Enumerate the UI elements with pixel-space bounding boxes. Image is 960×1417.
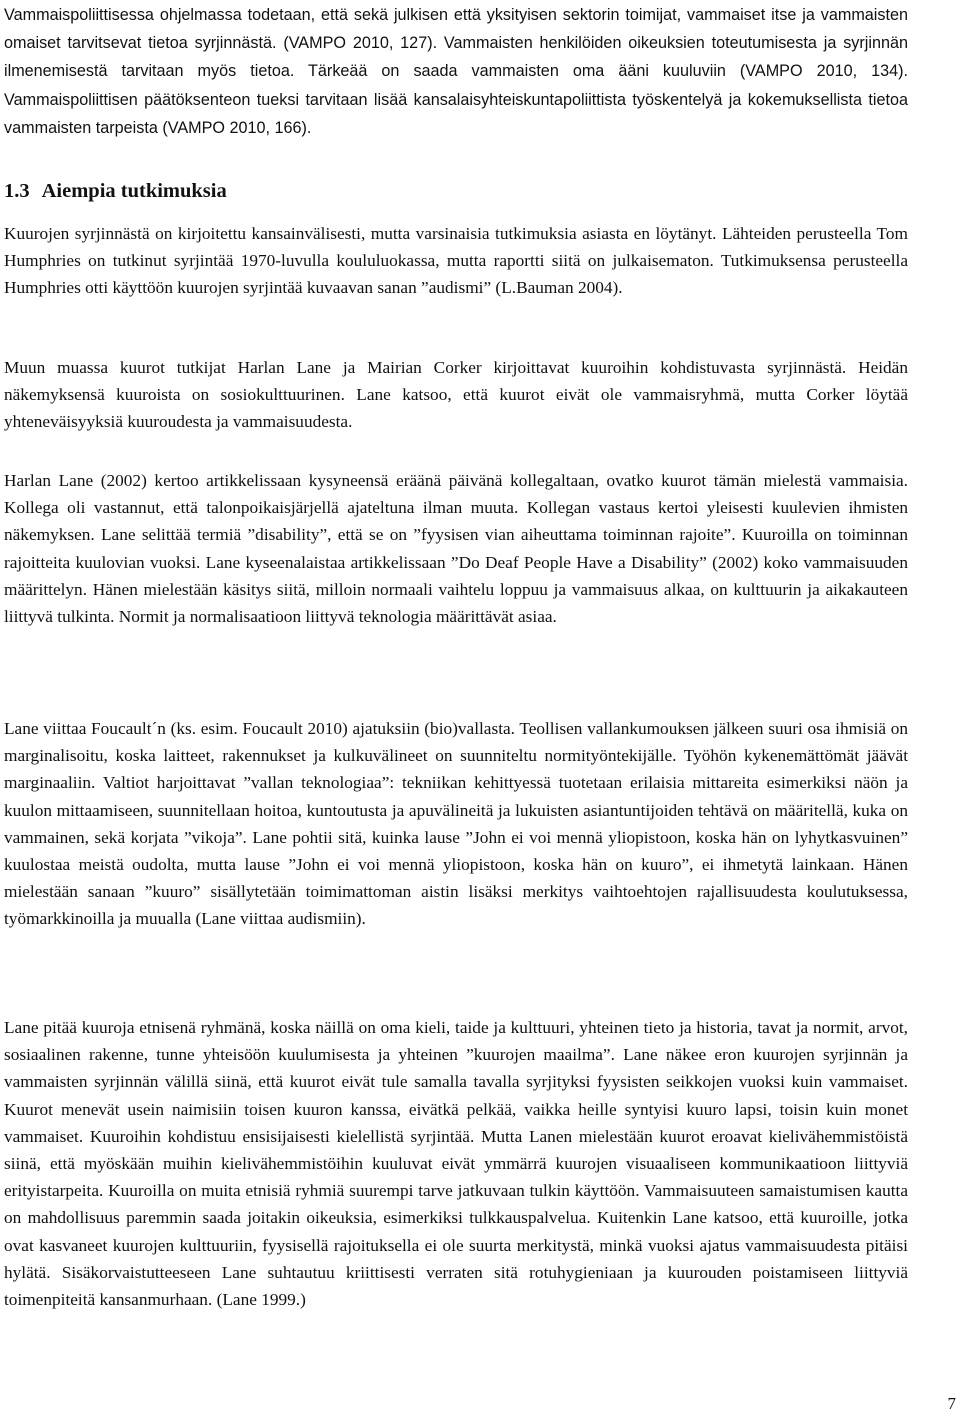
- page-number: 7: [947, 1394, 956, 1413]
- intro-sentences-sans-2: Vammaispoliittisen päätöksenteon tueksi tarvitaan lisää kansalaisyhteiskuntapoliittista työskentelyä ja kokemuksellista tietoa vammaisten tarpeista (VAMPO 2010, 166).: [4, 90, 908, 137]
- body-paragraph-5: Lane pitää kuuroja etnisenä ryhmänä, koska näillä on oma kieli, taide ja kulttuuri, yhteinen tieto ja historia, tavat ja normit, arvot, sosiaalinen rakenne, tunne yhteisöön kuulumisesta ja yhteinen ”kuurojen maailma”. Lane näkee eron kuurojen syrjinnän ja vammaisten syrjinnän välillä siinä, että kuurot eivät tule samalla tavalla syrjityksi fyysisten seikkojen vuoksi kuin vammaiset. Kuurot menevät usein naimisiin toisen kuuron kanssa, eivätkä pelkää, vaikka heille syntyisi kuuro lapsi, toisin kuin monet vammaiset. Kuuroihin kohdistuu ensisijaisesti kielellistä syrjintää. Mutta Lanen mielestään kuurot eroavat kielivähemmistöistä siinä, että myöskään muihin kielivähemmistöihin kuuluvat eivät ymmärrä kuurojen visuaaliseen kommunikaatioon liittyviä erityistarpeita. Kuuroilla on muita etnisiä ryhmiä suurempi tarve jatkuvaan tulkin käyttöön. Vammaisuuteen samaistumisen kautta on mahdollisuus paremmin saada joitakin oikeuksia, esimerkiksi tulkkauspalvelua. Kuitenkin Lane katsoo, että kuuroille, jotka ovat kasvaneet kuurojen kulttuuriin, fyysisellä rajoituksella ei ole suurta merkitystä, minkä vuoksi ajatus vammaisuudesta pitäisi hylätä. Sisäkorvaistutteeseen Lane suhtautuu kriittisesti verraten sitä rotuhygieniaan ja kuurouden poistamiseen liittyviä toimenpiteitä kansanmurhaan. (Lane 1999.): [4, 1018, 908, 1310]
- intro-paragraph: [4, 1, 908, 142]
- body-paragraph-3: Harlan Lane (2002) kertoo artikkelissaan kysyneensä eräänä päivänä kollegaltaan, ovatko kuurot tämän mielestä vammaisia. Kollega oli vastannut, että talonpoikaisjärjellä ajateltuna ilman muuta. Kollegan vastaus kertoi yleisesti kuulevien ihmisten näkemyksen. Lane selittää termiä ”disability”, että se on ”fyysisen vian aiheuttama toiminnan rajoite”. Kuuroilla on toiminnan rajoitteita kuulovian vuoksi. Lane kyseenalaistaa artikkelissaan ”Do Deaf People Have a Disability” (2002) koko vammaisuuden määrittelyn. Hänen mielestään käsitys siitä, milloin normaali vaihtelu loppuu ja vammaisuus alkaa, on kulttuurin ja aikakauteen liittyvä tulkinta. Normit ja normalisaatioon liittyvä teknologia määrittävät asiaa.: [4, 471, 908, 627]
- body-paragraph-4: Lane viittaa Foucault´n (ks. esim. Foucault 2010) ajatuksiin (bio)vallasta. Teollisen vallankumouksen jälkeen suuri osa ihmisiä on marginalisoitu, koska laitteet, rakennukset ja kulkuvälineet on suunniteltu normityöntekijälle. Työhön kykenemättömät jäävät marginaaliin. Valtiot harjoittavat ”vallan teknologiaa”: tekniikan kehittyessä tuotetaan erilaisia mittareita esimerkiksi näön ja kuulon mittaamiseen, suunnitellaan hoitoa, kuntoutusta ja apuvälineitä ja lukuisten asiantuntijoiden tehtävä on määritellä, kuka on vammainen, sekä korjata ”vikoja”. Lane pohtii sitä, kuinka lause ”John ei voi mennä yliopistoon, koska hän on lyhytkasvuinen” kuulostaa meistä oudolta, mutta lause ”John ei voi mennä yliopistoon, koska hän on kuuro”, ei ihmetytä lainkaan. Hänen mielestään sanaan ”kuuro” sisällytetään toimimattoman aistin lisäksi merkitys vaihtoehtojen rajallisuudesta koulutuksessa, työmarkkinoilla ja muualla (Lane viittaa audismiin).: [4, 719, 908, 929]
- body-paragraph-1: Kuurojen syrjinnästä on kirjoitettu kansainvälisesti, mutta varsinaisia tutkimuksia asiasta en löytänyt. Lähteiden perusteella Tom Humphries on tutkinut syrjintää 1970-luvulla koululuokassa, mutta raportti siitä on julkaisematon. Tutkimuksensa perusteella Humphries otti käyttöön kuurojen syrjintää kuvaavan sanan ”audismi” (L.Bauman 2004).: [4, 224, 908, 298]
- intro-sentences-sans: Vammaispoliittisessa ohjelmassa todetaan, että sekä julkisen että yksityisen sektorin toimijat, vammaiset itse ja vammaisten omaiset tarvitsevat tietoa syrjinnästä. (VAMPO 2010, 127). Vammaisten henkilöiden oikeuksien toteutumisesta ja syrjinnän ilmenemisestä tarvitaan myös tietoa. Tärkeää on saada vammaisten oma ääni kuuluviin (VAMPO 2010, 134).: [4, 6, 908, 81]
- section-title: Aiempia tutkimuksia: [41, 180, 227, 202]
- section-heading: [4, 180, 227, 203]
- body-paragraph-2: Muun muassa kuurot tutkijat Harlan Lane ja Mairian Corker kirjoittavat kuuroihin kohdistuvasta syrjinnästä. Heidän näkemyksensä kuuroista on sosiokulttuurinen. Lane katsoo, että kuurot eivät ole vammaisryhmä, mutta Corker löytää yhteneväisyyksiä kuuroudesta ja vammaisuudesta.: [4, 358, 908, 432]
- section-number: 1.3: [4, 180, 30, 202]
